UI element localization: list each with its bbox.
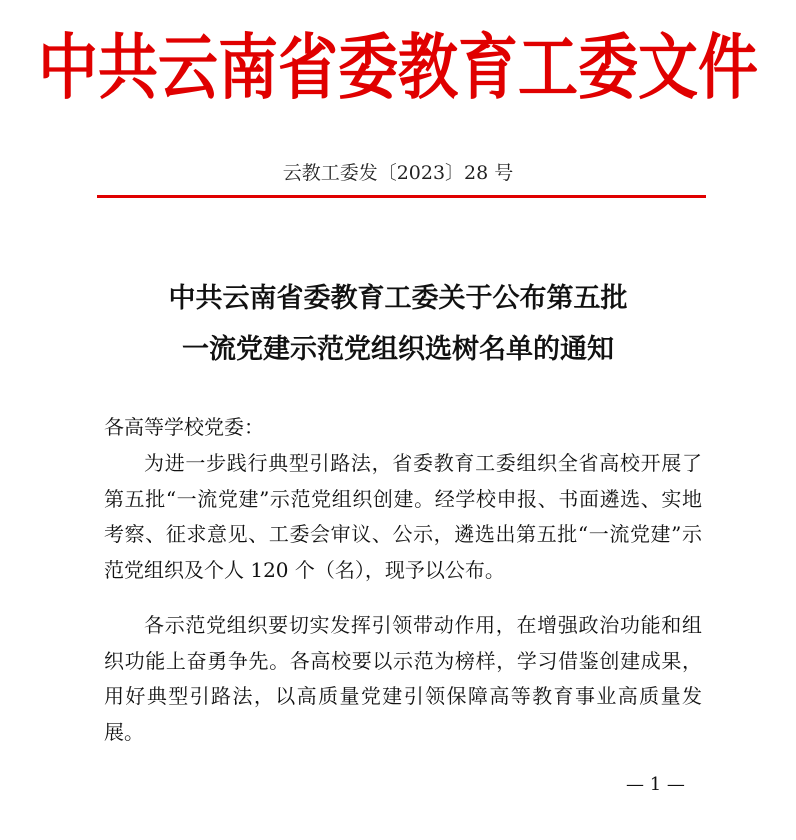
body-paragraph-2: 各示范党组织要切实发挥引领带动作用，在增强政治功能和组织功能上奋勇争先。各高校要以示范为榜样，学习借鉴创建成果，用好典型引路法，以高质量党建引领保障高等教育事业高质量发展。	[104, 613, 702, 744]
document-masthead: 中共云南省委教育工委文件	[38, 27, 758, 110]
document-title-line-2: 一流党建示范党组织选树名单的通知	[182, 334, 614, 365]
body-paragraph-1: 为进一步践行典型引路法，省委教育工委组织全省高校开展了第五批“一流党建”示范党组织创建。经学校申报、书面遴选、实地考察、征求意见、工委会审议、公示，遴选出第五批“一流党建”示范党组织及个人 120 个（名），现予以公布。	[104, 451, 702, 582]
document-title-line-1: 中共云南省委教育工委关于公布第五批	[168, 283, 628, 314]
page-number: — 1 —	[626, 774, 685, 795]
addressee: 各高等学校党委：	[104, 415, 264, 439]
document-number: 云教工委发〔2023〕28 号	[282, 162, 514, 184]
red-divider-line	[97, 195, 706, 198]
